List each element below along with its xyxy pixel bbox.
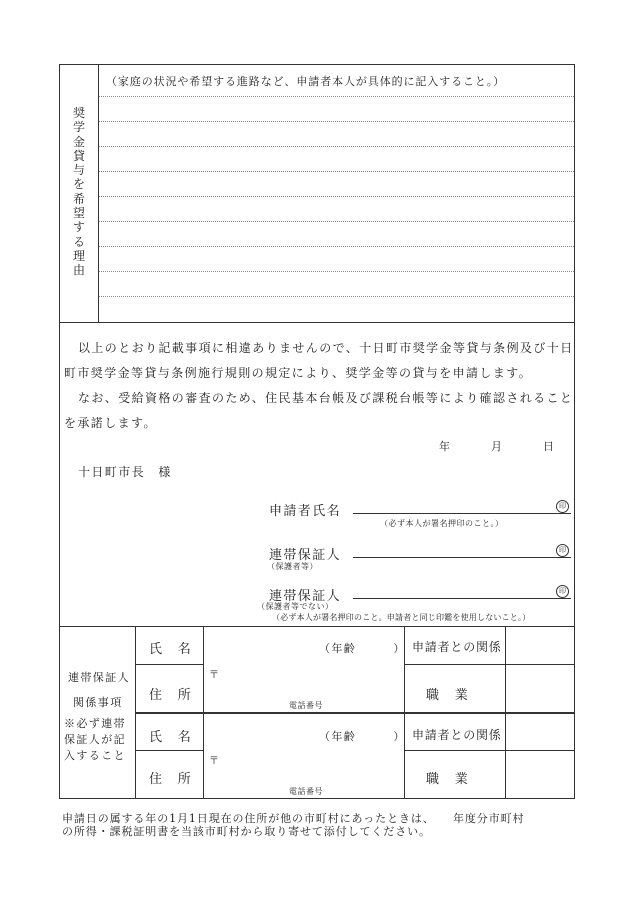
guarantor1-name-field[interactable] — [353, 557, 571, 558]
table-side-label-1: 連帯保証人 — [68, 671, 130, 684]
date-month: 月 — [491, 440, 504, 453]
footer-line-2: の所得・課税証明書を当該市町村から取り寄せて添付してください。 — [62, 825, 431, 838]
applicant-note: （必ず本人が署名押印のこと。） — [380, 519, 504, 528]
job-field-1[interactable] — [506, 665, 574, 712]
guarantor1-label: 連帯保証人 — [269, 548, 342, 563]
applicant-name-label: 申請者氏名 — [269, 504, 342, 519]
declaration-para2-line1: なお、受給資格の審査のため、住民基本台帳及び課税台帳等により確認されること — [78, 391, 574, 405]
declaration-para1-line1: 以上のとおり記載事項に相違ありませんので、十日町市奨学金等貸与条例及び十日 — [78, 341, 574, 355]
job-label-2: 職 業 — [426, 772, 470, 787]
guarantor2-sub: （保護者等でない） — [257, 602, 334, 611]
table-side-label-2: 関係事項 — [73, 696, 123, 709]
phone-label-1: 電話番号 — [289, 701, 323, 710]
reason-vertical-label: 奨 学 金 貸 与 を 希 望 す る 理 由 — [72, 106, 85, 278]
declaration-para2-line2: を承諾します。 — [64, 416, 157, 430]
job-field-2[interactable] — [506, 751, 574, 798]
postal-mark-2: 〒 — [209, 756, 221, 767]
name-label-1: 氏 名 — [149, 642, 193, 657]
declaration-para1-line2: 町市奨学金等貸与条例施行規則の規定により、奨学金等の貸与を申請します。 — [64, 366, 533, 380]
addressee: 十日町市長 様 — [78, 465, 172, 479]
relation-field-2[interactable] — [506, 714, 574, 750]
table-side-note-1: ※必ず連帯 — [64, 717, 126, 730]
relation-label-2: 申請者との関係 — [412, 728, 502, 742]
table-side-note-2: 保証人が記 — [64, 733, 126, 746]
address-label-2: 住 所 — [149, 772, 193, 787]
age-label-2: （年齢 ） — [319, 730, 406, 743]
relation-field-1[interactable] — [506, 627, 574, 664]
footer-line-1: 申請日の属する年の1月1日現在の住所が他の市町村にあったときは、 年度分市町村 — [62, 812, 525, 825]
relation-label-1: 申請者との関係 — [412, 640, 502, 654]
guarantor1-seal-mark: 印 — [556, 544, 569, 557]
date-day: 日 — [543, 440, 556, 453]
applicant-name-field[interactable] — [353, 513, 571, 514]
age-label-1: （年齢 ） — [319, 642, 406, 655]
reason-instruction: （家庭の状況や希望する進路など、申請者本人が具体的に記入すること。） — [106, 75, 506, 88]
postal-mark-1: 〒 — [209, 670, 221, 681]
name-label-2: 氏 名 — [149, 730, 193, 745]
table-side-note-3: 入すること — [64, 749, 126, 762]
date-year: 年 — [439, 440, 452, 453]
guarantor2-name-field[interactable] — [353, 598, 571, 599]
job-label-1: 職 業 — [426, 688, 470, 703]
guarantor1-sub: （保護者等） — [267, 562, 318, 571]
phone-label-2: 電話番号 — [289, 787, 323, 796]
guarantor2-label: 連帯保証人 — [269, 589, 342, 604]
applicant-seal-mark: 印 — [556, 500, 569, 513]
address-label-1: 住 所 — [149, 688, 193, 703]
guarantor2-seal-mark: 印 — [556, 585, 569, 598]
guarantor2-note: （必ず本人が署名押印のこと。申請者と同じ印鑑を使用しないこと。） — [272, 613, 531, 622]
